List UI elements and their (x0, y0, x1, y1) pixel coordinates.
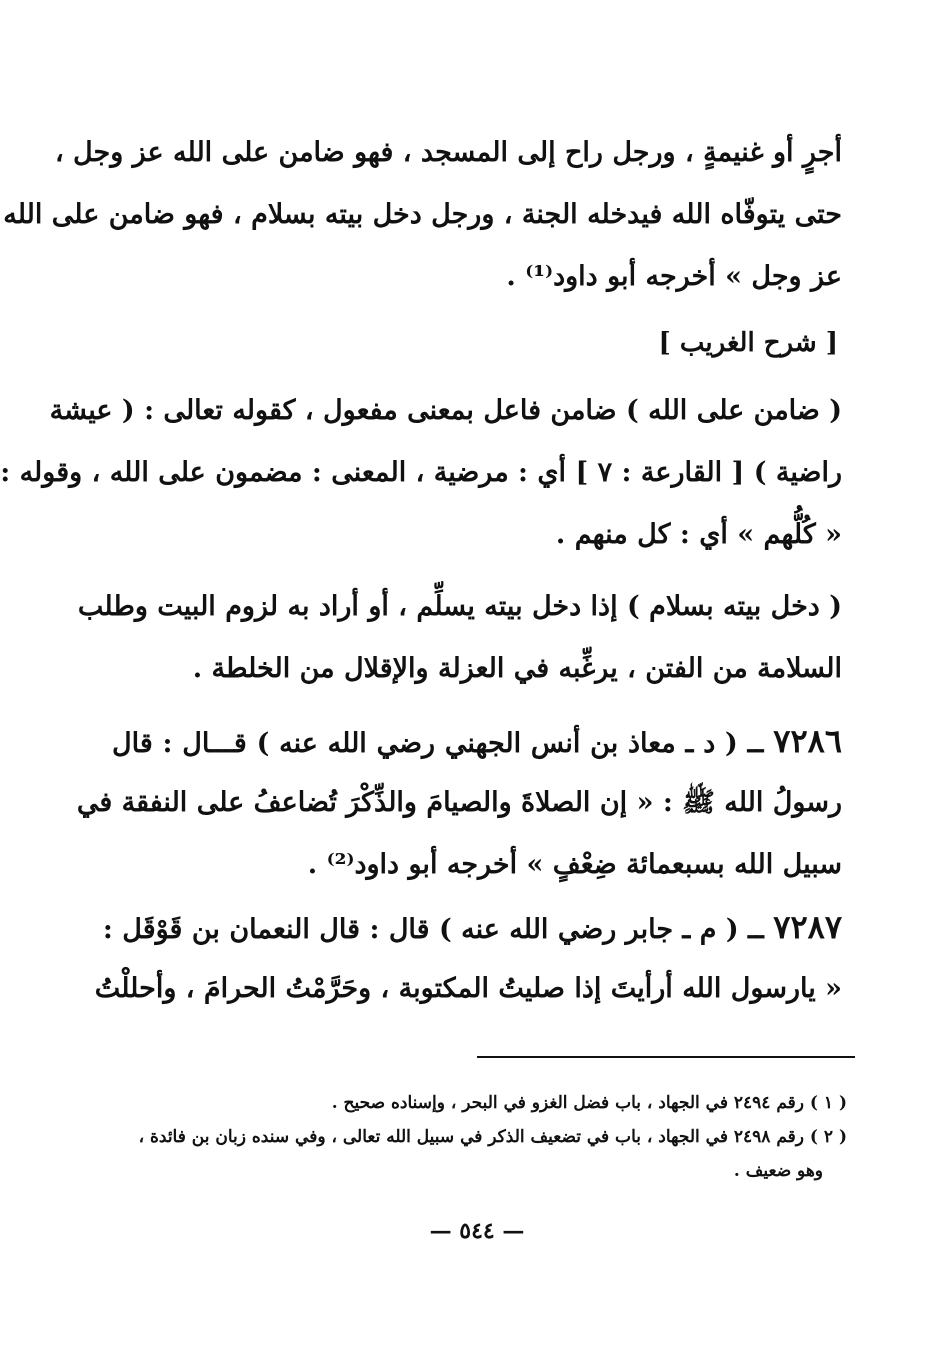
hadith-number: ٧٢٨٦ (773, 722, 842, 760)
hadith-line: « يارسول الله أرأيتَ إذا صليتُ المكتوبة ، وحَرَّمْتُ الحرامَ ، وأحللْتُ (94, 973, 842, 1004)
hadith-header-text: ــ ( م ـ جابر رضي الله عنه ) قال : قال النعمان بن قَوْقَل : (102, 914, 764, 945)
text-line: أجرٍ أو غنيمةٍ ، ورجل راح إلى المسجد ، فهو ضامن على الله عز وجل ، (54, 137, 842, 168)
text-line: حتى يتوفّاه الله فيدخله الجنة ، ورجل دخل بيته بسلام ، فهو ضامن على الله (3, 199, 842, 230)
sharh-line: ( دخل بيته بسلام ) إذا دخل بيته يسلِّم ، أو أراد به لزوم البيت وطلب (77, 591, 842, 622)
footnotes-block (109, 1086, 847, 1188)
footnote-divider (477, 1056, 855, 1058)
footnote-2-continuation: وهو ضعيف . (733, 1161, 823, 1181)
paragraph-gap (112, 700, 842, 710)
sharh-line: « كُلُّهم » أي : كل منهم . (555, 519, 842, 550)
hadith-7286-header (112, 710, 842, 772)
sharh-line: السلامة من الفتن ، يرغِّبه في العزلة والإقلال من الخلطة . (192, 653, 842, 684)
hadith-number: ٧٢٨٧ (773, 908, 842, 946)
text-line: عز وجل » أخرجه أبو داود⁽¹⁾ . (506, 261, 842, 292)
hadith-line: سبيل الله بسبعمائة ضِعْفٍ » أخرجه أبو داود⁽²⁾ . (307, 849, 842, 880)
main-text-block (0, 122, 842, 1020)
hadith-line: رسولُ الله ﷺ : « إن الصلاةَ والصيامَ والذِّكْرَ تُضاعفُ على النفقة في (76, 787, 842, 818)
page-number: — ٥٤٤ — (429, 1218, 525, 1244)
paragraph-gap (112, 566, 842, 576)
section-heading-sharh-gharib: [ شرح الغريب ] (658, 328, 838, 358)
sharh-line: ( ضامن على الله ) ضامن فاعل بمعنى مفعول ، كقوله تعالى : ( عيشة (49, 395, 842, 426)
hadith-header-text: ــ ( د ـ معاذ بن أنس الجهني رضي الله عنه ) قـــال : قال (112, 728, 764, 759)
sharh-line: راضية ) [ القارعة : ٧ ] أي : مرضية ، المعنى : مضمون على الله ، وقوله : (0, 457, 842, 488)
footnote-1: ( ١ ) رقم ٢٤٩٤ في الجهاد ، باب فضل الغزو في البحر ، وإسناده صحيح . (331, 1093, 847, 1113)
hadith-7287-header (102, 896, 842, 958)
footnote-2: ( ٢ ) رقم ٢٤٩٨ في الجهاد ، باب في تضعيف الذكر في سبيل الله تعالى ، وفي سنده زبان بن فائدة ، (138, 1127, 847, 1147)
